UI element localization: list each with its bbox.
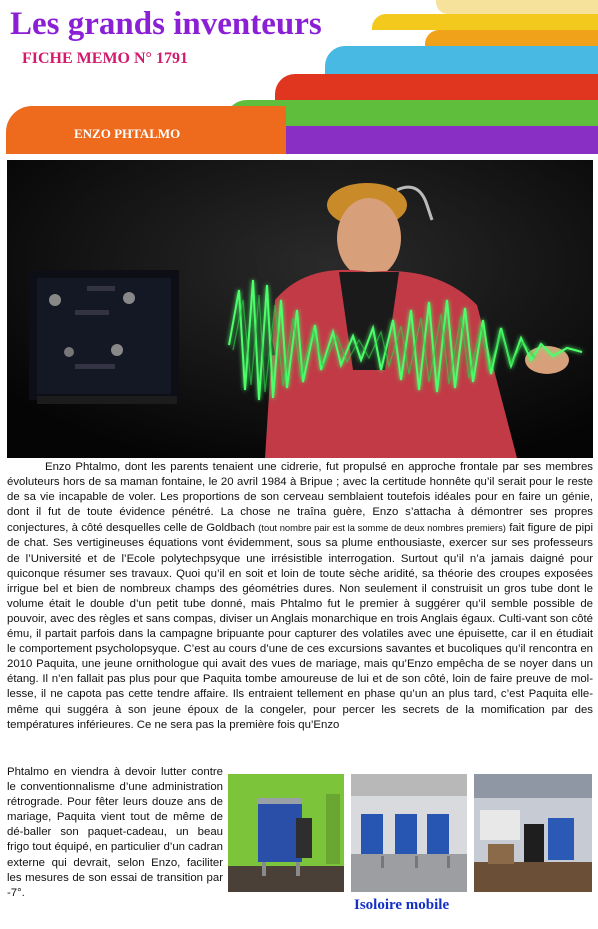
page-title: Les grands inventeurs xyxy=(10,6,322,42)
article-text: fait figure de pipi de chat. Ses vertigineuses équations vont évidemment, sous sa plume enthousiaste, exercer sur ses professeurs de l’Université et de l’Ecole polytechpsyque une irrésistible interrogation. Surtout qu’il n’a jamais daigné pour quiconque résumer ses travaux. Quoi qu’il en soit et loin de toute sèche aridité, sa théorie des croupes exposées irrigue bel et bien de nombreux champs des géométries dures. Non seulement il construisit un gros tube dont le volume était le double d’un petit tube donné, mais Phtalmo fut le premier à suggérer qu’il semble possible de pouvoir, avec des règles et sans compas, diviser un Anglais monarchique en trois Anglais égaux. Culti-vant son côté ému, il partait parfois dans la campagne bripuante pour capturer des volatiles avec une épuisette, car il en étudiait le comportement psycholopsyque. C’est au cours d’une de ces excursions savantes et bucoliques qu’il rencontra en 2010 Paquita, une jeune ornithologue qui avait des vues de mariage, mais qu’Enzo empêcha de se noyer dans un étang. Il n’en fallait pas plus pour que Paquita tombe amoureuse de lui et de son côté, loin de faire preuve de mol-lesse, il ne capota pas cette tendre affaire. Ils entraient tellement en phase qu’un an plus tard, c’est Paquita elle-même qui suggéra à son jeune époux de la congeler, pour percer les secrets de la momification par des températures inférieures. Ce ne sera pas la première fois qu’Enzo xyxy=(7,522,593,731)
article-paragraph xyxy=(7,460,593,733)
page-header xyxy=(0,0,598,160)
gallery-photo-2 xyxy=(351,774,467,892)
inventor-name: ENZO PHTALMO xyxy=(74,126,181,141)
article-body xyxy=(7,460,593,733)
memo-number: FICHE MEMO N° 1791 xyxy=(22,50,188,67)
decor-band-yellow xyxy=(372,14,598,30)
gallery-photo-3 xyxy=(474,774,592,892)
decor-band-yellow xyxy=(436,0,598,14)
decor-band-blue xyxy=(325,46,598,74)
article-paragraph-continued: Phtalmo en viendra à devoir lutter contre le conventionnalisme d’une administration rétrograde. Pour fêter leurs douze ans de mariage, Paquita vient tout de même de dé-baller son paquet-cadeau, un beau frigo tout équipé, en particulier d’un cadran externe qui devrait, selon Enzo, faciliter les mesures de son essai de transition par -7°. xyxy=(7,766,223,899)
article-text: Enzo Phtalmo, dont les parents tenaient une cidrerie, fut propulsé en approche frontale par ses membres évoluteurs hors de sa maman fontaine, le 20 avril 1984 à Bripue ; avec la certitude honnête qu’il serait pour le reste de sa vie incapable de voler. Les proportions de son cerveau semblaient toutefois idéales pour en faire un génie, dont il fut de toute évidence pénétré. La chose ne traîna guère, Enzo s’attacha à démontrer ses propres conjectures, à côté desquelles celle de Goldbach xyxy=(7,461,593,535)
decor-band-purple xyxy=(286,126,598,154)
gallery-caption: Isoloire mobile xyxy=(354,897,450,913)
inventor-photo xyxy=(7,160,593,458)
goldbach-note: (tout nombre pair est la somme de deux nombres premiers) xyxy=(258,522,506,534)
decor-band-amber xyxy=(425,30,598,46)
gallery-photo-1 xyxy=(228,774,344,892)
decor-band-red xyxy=(275,74,598,100)
